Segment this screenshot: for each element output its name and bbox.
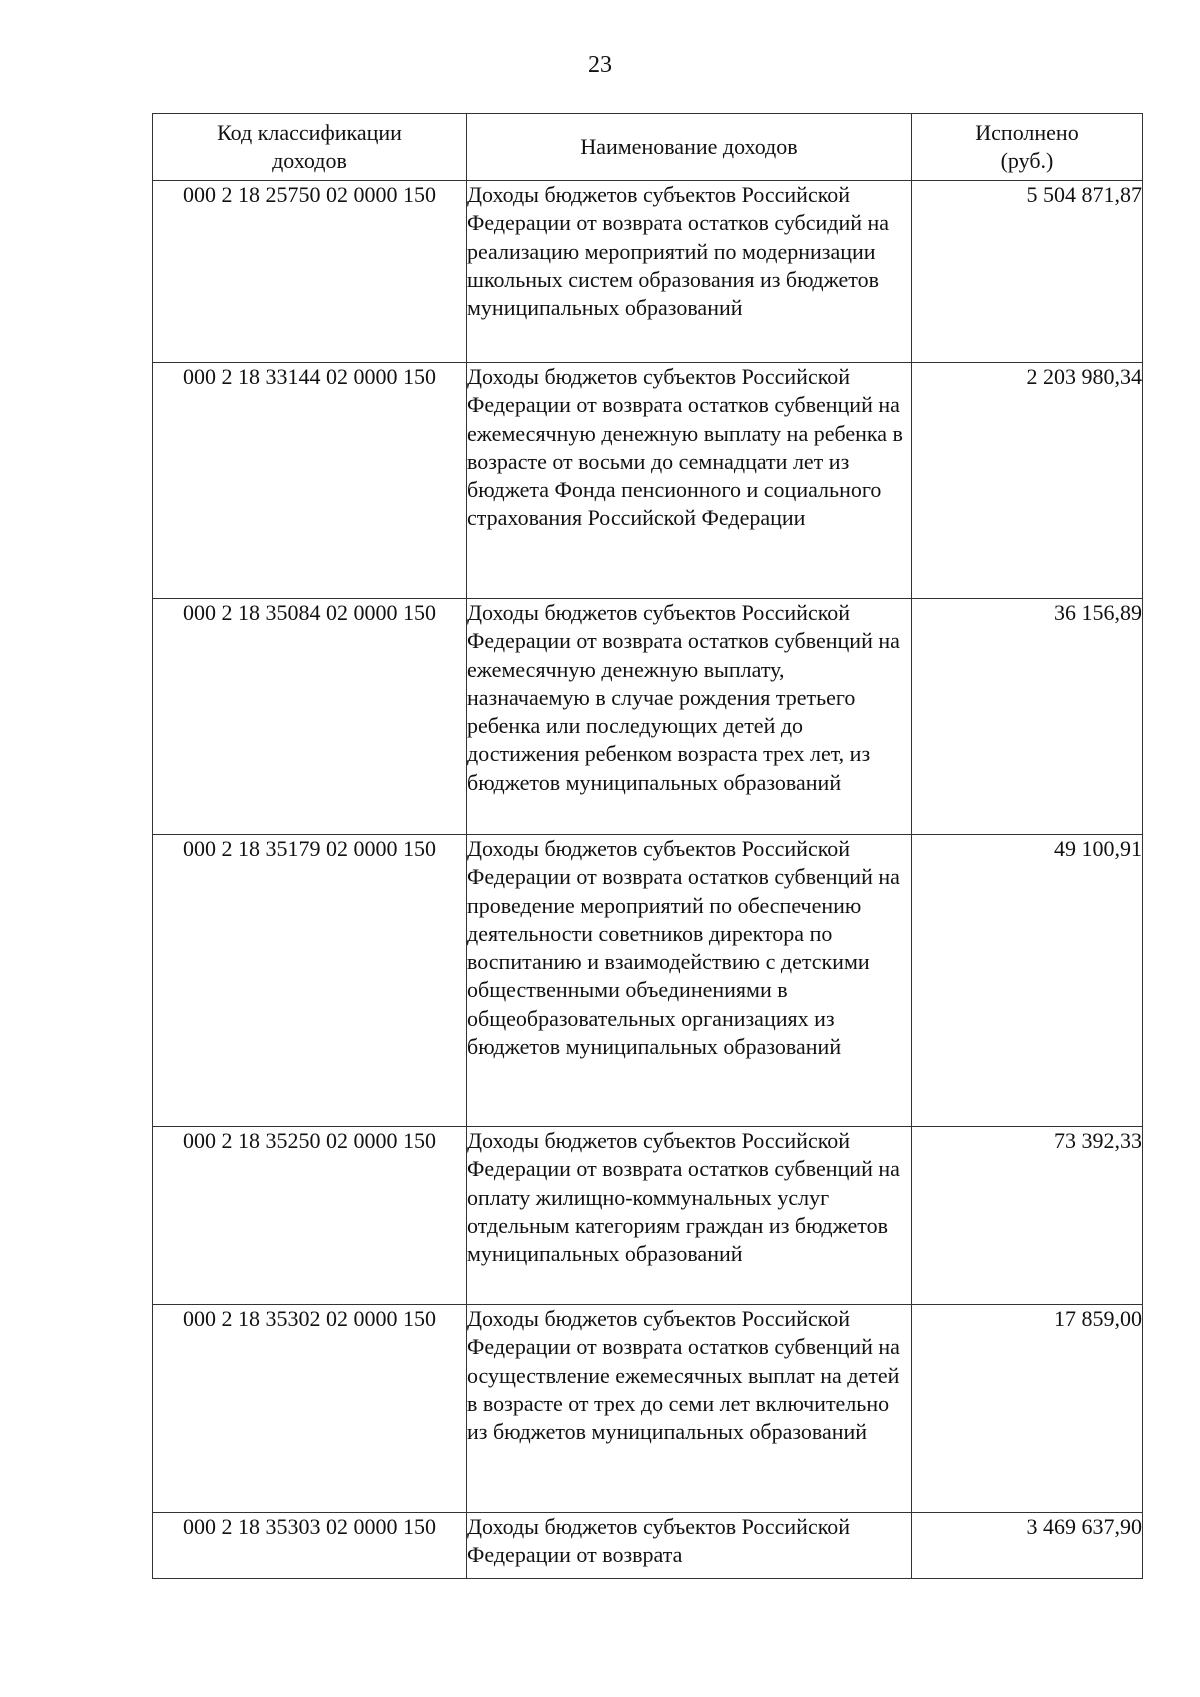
- row-code: 000 2 18 25750 02 0000 150: [153, 181, 467, 363]
- row-code: 000 2 18 35250 02 0000 150: [153, 1127, 467, 1305]
- row-amount: 5 504 871,87: [912, 181, 1143, 363]
- row-amount: 73 392,33: [912, 1127, 1143, 1305]
- row-name: Доходы бюджетов субъектов Российской Федерации от возврата остатков субсидий на реализацию мероприятий по модернизации школьных систем образования из бюджетов муниципальных образований: [467, 181, 912, 363]
- income-table: [152, 113, 1143, 1579]
- table-row: [153, 599, 1143, 835]
- row-name: Доходы бюджетов субъектов Российской Федерации от возврата остатков субвенций на проведение мероприятий по обеспечению деятельности советников директора по воспитанию и взаимодействию с детскими общественными объединениями в общеобразовательных организациях из бюджетов муниципальных образований: [467, 835, 912, 1127]
- row-code: 000 2 18 35179 02 0000 150: [153, 835, 467, 1127]
- row-amount: 17 859,00: [912, 1305, 1143, 1513]
- table-row: [153, 363, 1143, 599]
- header-name: Наименование доходов: [467, 114, 912, 181]
- row-code: 000 2 18 35303 02 0000 150: [153, 1513, 467, 1579]
- table-row: [153, 181, 1143, 363]
- row-code: 000 2 18 33144 02 0000 150: [153, 363, 467, 599]
- table-row: [153, 1305, 1143, 1513]
- table-row: [153, 1127, 1143, 1305]
- page-number: 23: [588, 52, 612, 78]
- row-name: Доходы бюджетов субъектов Российской Федерации от возврата остатков субвенций на оплату жилищно-коммунальных услуг отдельным категориям граждан из бюджетов муниципальных образований: [467, 1127, 912, 1305]
- row-name: Доходы бюджетов субъектов Российской Федерации от возврата: [467, 1513, 912, 1579]
- row-name: Доходы бюджетов субъектов Российской Федерации от возврата остатков субвенций на ежемесячную денежную выплату, назначаемую в случае рождения третьего ребенка или последующих детей до достижения ребенком возраста трех лет, из бюджетов муниципальных образований: [467, 599, 912, 835]
- header-code: Код классификации доходов: [153, 114, 467, 181]
- row-code: 000 2 18 35302 02 0000 150: [153, 1305, 467, 1513]
- table-row: [153, 1513, 1143, 1579]
- table-header-row: [153, 114, 1143, 181]
- row-amount: 2 203 980,34: [912, 363, 1143, 599]
- row-code: 000 2 18 35084 02 0000 150: [153, 599, 467, 835]
- row-name: Доходы бюджетов субъектов Российской Федерации от возврата остатков субвенций на осуществление ежемесячных выплат на детей в возрасте от трех до семи лет включительно из бюджетов муниципальных образований: [467, 1305, 912, 1513]
- row-amount: 49 100,91: [912, 835, 1143, 1127]
- row-name: Доходы бюджетов субъектов Российской Федерации от возврата остатков субвенций на ежемесячную денежную выплату на ребенка в возрасте от восьми до семнадцати лет из бюджета Фонда пенсионного и социального страхования Российской Федерации: [467, 363, 912, 599]
- row-amount: 3 469 637,90: [912, 1513, 1143, 1579]
- header-amount: Исполнено (руб.): [912, 114, 1143, 181]
- table-row: [153, 835, 1143, 1127]
- row-amount: 36 156,89: [912, 599, 1143, 835]
